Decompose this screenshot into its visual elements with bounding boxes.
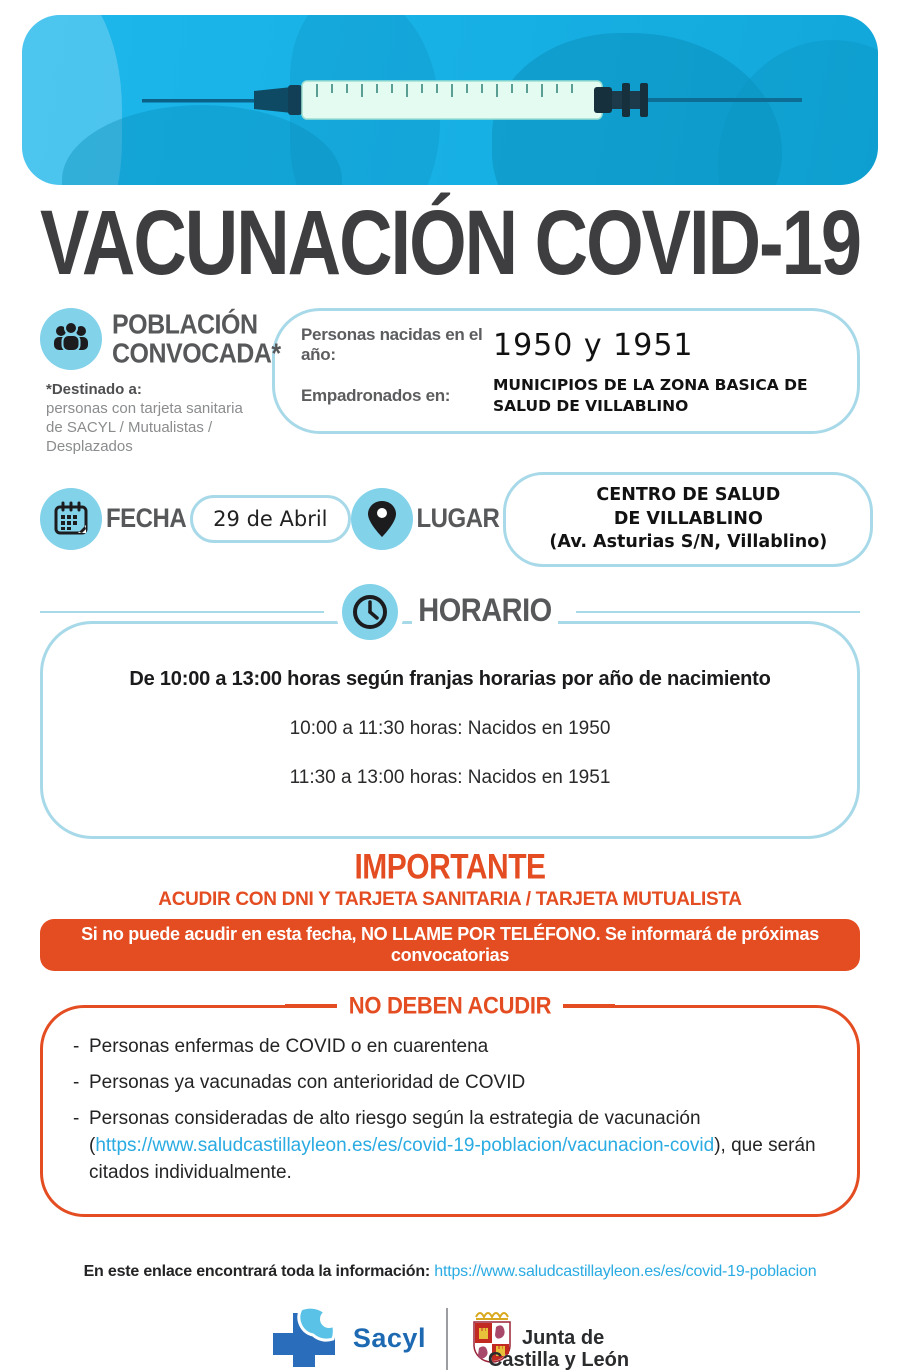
bullet-marker: - xyxy=(73,1107,80,1129)
poblacion-section xyxy=(40,308,860,456)
horario-label: HORARIO xyxy=(412,593,557,630)
poblacion-footnote xyxy=(46,380,272,456)
lugar-line2: DE VILLABLINO xyxy=(613,508,763,529)
page-title: VACUNACIÓN COVID-19 xyxy=(40,191,860,294)
value-empadronados xyxy=(493,375,808,417)
syringe-photo xyxy=(22,15,878,185)
horario-slot-2: 11:30 a 13:00 horas: Nacidos en 1951 xyxy=(289,766,611,788)
item3-line1: Personas consideradas de alto riesgo según la estrategia de vacunación xyxy=(89,1107,701,1129)
syringe-icon xyxy=(142,47,802,157)
horario-box xyxy=(40,621,860,839)
horario-header xyxy=(40,583,860,641)
footer-info-label: En este enlace encontrará toda la información: xyxy=(83,1262,431,1280)
divider-line-right xyxy=(576,611,860,614)
logo-divider xyxy=(446,1308,448,1370)
lugar-line1: CENTRO DE SALUD xyxy=(596,485,781,505)
junta-logo xyxy=(468,1307,629,1371)
value-nacidas: 1950 y 1951 xyxy=(493,327,694,363)
item3-tail: citados individualmente. xyxy=(89,1161,292,1183)
footer-info xyxy=(0,1263,900,1281)
people-icon xyxy=(40,308,102,370)
lugar-value-box xyxy=(503,472,873,567)
junta-label-line2: Castilla y León xyxy=(487,1348,630,1371)
item3-paren-open: ( xyxy=(89,1134,96,1156)
poblacion-heading xyxy=(112,310,281,368)
no-deben-acudir-heading: NO DEBEN ACUDIR xyxy=(337,992,563,1021)
importante-banner: Si no puede acudir en esta fecha, NO LLAME POR TELÉFONO. Se informará de próximas convocatorias xyxy=(40,919,860,971)
horario-headline: De 10:00 a 13:00 horas según franjas horarias por año de nacimiento xyxy=(129,667,771,690)
dash-line-right xyxy=(563,1004,615,1007)
label-empadronados: Empadronados en: xyxy=(301,385,451,405)
footer-logos xyxy=(0,1307,900,1371)
importante-heading: IMPORTANTE xyxy=(354,847,546,887)
item3-paren-close: ), que serán xyxy=(714,1134,816,1156)
list-item-text: Personas ya vacunadas con anterioridad de COVID xyxy=(89,1071,526,1093)
value-empadronados-line2: SALUD DE VILLABLINO xyxy=(493,396,689,415)
fecha-value-pill: 29 de Abril xyxy=(190,495,350,543)
junta-label-line1: Junta de xyxy=(521,1326,605,1349)
divider-line-left xyxy=(40,611,324,614)
sacyl-label: Sacyl xyxy=(352,1323,426,1354)
bullet-marker: - xyxy=(73,1071,80,1093)
fecha-label: FECHA xyxy=(106,503,187,534)
footnote-line1: personas con tarjeta sanitaria xyxy=(46,400,243,417)
bullet-marker: - xyxy=(73,1035,80,1057)
no-deben-acudir-header xyxy=(43,993,857,1019)
footnote-head: *Destinado a: xyxy=(46,381,142,398)
calendar-icon xyxy=(40,488,102,550)
importante-subheading: ACUDIR CON DNI Y TARJETA SANITARIA / TARJETA MUTUALISTA xyxy=(158,888,742,910)
sacyl-logo xyxy=(271,1307,426,1371)
junta-label xyxy=(487,1326,630,1371)
poblacion-heading-line2: CONVOCADA* xyxy=(112,337,281,370)
horario-slot-1: 10:00 a 11:30 horas: Nacidos en 1950 xyxy=(289,717,611,739)
list-item xyxy=(73,1106,833,1187)
fecha-lugar-section xyxy=(40,472,860,567)
list-item-text xyxy=(89,1106,816,1187)
dash-line-left xyxy=(285,1004,337,1007)
list-item-text: Personas enfermas de COVID o en cuarentena xyxy=(89,1035,489,1057)
covid-poblacion-link[interactable]: https://www.saludcastillayleon.es/es/covid-19-poblacion xyxy=(434,1262,817,1280)
lugar-label: LUGAR xyxy=(416,503,500,534)
importante-section xyxy=(0,847,900,911)
poblacion-left xyxy=(40,308,281,456)
label-nacidas: Personas nacidas en el año: xyxy=(301,325,483,364)
value-empadronados-line1: MUNICIPIOS DE LA ZONA BASICA DE xyxy=(493,376,808,394)
no-deben-acudir-box xyxy=(40,991,860,1217)
vacunacion-covid-link[interactable]: https://www.saludcastillayleon.es/es/covid-19-poblacion/vacunacion-covid xyxy=(95,1134,715,1156)
location-pin-icon xyxy=(351,488,413,550)
lugar-line3: (Av. Asturias S/N, Villablino) xyxy=(549,532,828,553)
list-item xyxy=(73,1070,833,1097)
poblacion-box xyxy=(272,308,860,434)
footnote-line2: de SACYL / Mutualistas / Desplazados xyxy=(46,419,213,455)
sacyl-cross-icon xyxy=(271,1307,345,1371)
clock-icon xyxy=(342,584,398,640)
list-item xyxy=(73,1034,833,1061)
poblacion-heading-line1: POBLACIÓN xyxy=(112,308,258,341)
